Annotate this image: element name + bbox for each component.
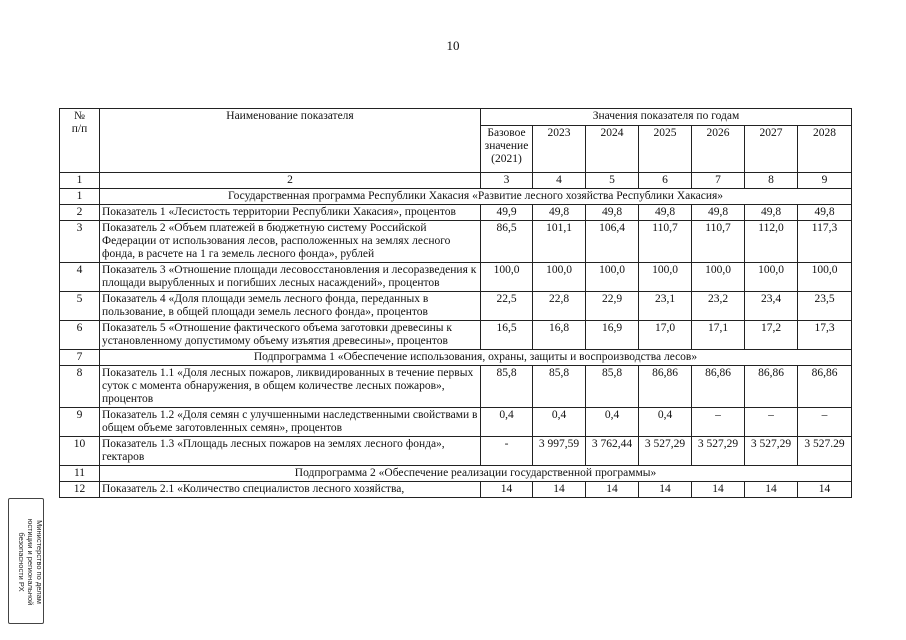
header-year: 2024 — [586, 126, 639, 173]
column-number: 3 — [481, 173, 533, 189]
table-row — [60, 221, 852, 263]
row-number: 6 — [60, 321, 100, 350]
indicator-value: 16,5 — [481, 321, 533, 350]
indicator-value: 49,8 — [639, 205, 692, 221]
column-number: 7 — [692, 173, 745, 189]
indicator-value: 101,1 — [533, 221, 586, 263]
indicator-value: 0,4 — [533, 408, 586, 437]
indicator-value: 117,3 — [798, 221, 852, 263]
indicator-value: 49,8 — [745, 205, 798, 221]
indicator-name: Показатель 1.2 «Доля семян с улучшенными наследственными свойствами в общем объеме заготовленных семян», процентов — [100, 408, 481, 437]
table-row — [60, 437, 852, 466]
section-row — [60, 189, 852, 205]
indicator-value: 14 — [692, 482, 745, 498]
row-number: 5 — [60, 292, 100, 321]
indicator-name: Показатель 2 «Объем платежей в бюджетную систему Российской Федерации от использования лесов, расположенных на землях лесного фонда, в расчете на 1 га земель лесного фонда», рублей — [100, 221, 481, 263]
indicator-value: 85,8 — [586, 366, 639, 408]
table-row — [60, 482, 852, 498]
column-number: 8 — [745, 173, 798, 189]
indicator-value: 49,8 — [533, 205, 586, 221]
section-title: Государственная программа Республики Хакасия «Развитие лесного хозяйства Республики Хакасия» — [100, 189, 852, 205]
section-row — [60, 350, 852, 366]
indicator-value: 49,8 — [692, 205, 745, 221]
indicator-name: Показатель 1.3 «Площадь лесных пожаров на землях лесного фонда», гектаров — [100, 437, 481, 466]
indicator-value: 0,4 — [586, 408, 639, 437]
indicator-value: 3 527,29 — [692, 437, 745, 466]
indicator-value: – — [745, 408, 798, 437]
row-number: 9 — [60, 408, 100, 437]
indicator-name: Показатель 2.1 «Количество специалистов лесного хозяйства, — [100, 482, 481, 498]
header-year: 2028 — [798, 126, 852, 173]
indicator-value: 0,4 — [481, 408, 533, 437]
indicator-value: 100,0 — [639, 263, 692, 292]
header-values: Значения показателя по годам — [481, 109, 852, 126]
indicator-value: 16,8 — [533, 321, 586, 350]
indicator-value: 17,2 — [745, 321, 798, 350]
indicator-value: 23,1 — [639, 292, 692, 321]
column-number: 4 — [533, 173, 586, 189]
table-row — [60, 366, 852, 408]
indicator-name: Показатель 3 «Отношение площади лесовосстановления и лесоразведения к площади вырубленных и погибших лесных насаждений», процентов — [100, 263, 481, 292]
section-title: Подпрограмма 2 «Обеспечение реализации государственной программы» — [100, 466, 852, 482]
indicator-value: 3 527,29 — [745, 437, 798, 466]
indicator-value: 110,7 — [692, 221, 745, 263]
page-number: 10 — [446, 38, 460, 53]
indicator-value: - — [481, 437, 533, 466]
indicator-value: – — [798, 408, 852, 437]
indicator-value: 49,8 — [798, 205, 852, 221]
indicator-value: 106,4 — [586, 221, 639, 263]
indicator-value: 14 — [481, 482, 533, 498]
table-row — [60, 263, 852, 292]
header-num: № п/п — [60, 109, 100, 173]
indicator-value: 14 — [639, 482, 692, 498]
indicator-value: 0,4 — [639, 408, 692, 437]
column-number: 1 — [60, 173, 100, 189]
indicator-value: 86,86 — [692, 366, 745, 408]
indicator-name: Показатель 4 «Доля площади земель лесного фонда, переданных в пользование, в общей площади земель лесного фонда», процентов — [100, 292, 481, 321]
row-number: 2 — [60, 205, 100, 221]
indicator-value: 100,0 — [586, 263, 639, 292]
indicator-value: 23,2 — [692, 292, 745, 321]
indicator-value: 3 527,29 — [639, 437, 692, 466]
indicator-value: 100,0 — [745, 263, 798, 292]
indicator-value: 86,86 — [639, 366, 692, 408]
indicator-value: 14 — [745, 482, 798, 498]
indicator-value: 49,9 — [481, 205, 533, 221]
indicator-value: 86,86 — [798, 366, 852, 408]
indicator-value: 23,5 — [798, 292, 852, 321]
indicator-value: 85,8 — [533, 366, 586, 408]
indicator-value: 23,4 — [745, 292, 798, 321]
stamp-text: Министерство по делам юстиции и региональной безопасности РХ — [17, 518, 44, 606]
indicator-name: Показатель 1 «Лесистость территории Республики Хакасия», процентов — [100, 205, 481, 221]
registration-stamp — [8, 498, 44, 624]
indicator-value: 17,3 — [798, 321, 852, 350]
header-year: 2027 — [745, 126, 798, 173]
column-number: 9 — [798, 173, 852, 189]
indicator-value: 100,0 — [481, 263, 533, 292]
header-name: Наименование показателя — [100, 109, 481, 173]
row-number: 4 — [60, 263, 100, 292]
header-year: 2026 — [692, 126, 745, 173]
section-row — [60, 466, 852, 482]
indicator-value: 22,9 — [586, 292, 639, 321]
indicator-value: 100,0 — [692, 263, 745, 292]
indicator-value: 14 — [798, 482, 852, 498]
header-base: Базовое значение (2021) — [481, 126, 533, 173]
table-row — [60, 408, 852, 437]
row-number: 8 — [60, 366, 100, 408]
indicator-value: 3 997,59 — [533, 437, 586, 466]
indicator-value: 17,0 — [639, 321, 692, 350]
header-year: 2025 — [639, 126, 692, 173]
indicator-value: 14 — [533, 482, 586, 498]
row-number: 11 — [60, 466, 100, 482]
indicator-value: 3 762,44 — [586, 437, 639, 466]
row-number: 1 — [60, 189, 100, 205]
row-number: 7 — [60, 350, 100, 366]
indicator-value: 17,1 — [692, 321, 745, 350]
column-number: 2 — [100, 173, 481, 189]
indicator-value: 86,86 — [745, 366, 798, 408]
row-number: 10 — [60, 437, 100, 466]
indicator-value: 100,0 — [533, 263, 586, 292]
indicator-value: 112,0 — [745, 221, 798, 263]
row-number: 12 — [60, 482, 100, 498]
indicators-table — [59, 108, 852, 498]
column-number: 5 — [586, 173, 639, 189]
indicator-value: 85,8 — [481, 366, 533, 408]
indicator-value: – — [692, 408, 745, 437]
indicator-value: 3 527.29 — [798, 437, 852, 466]
section-title: Подпрограмма 1 «Обеспечение использования, охраны, защиты и воспроизводства лесов» — [100, 350, 852, 366]
indicator-value: 86,5 — [481, 221, 533, 263]
header-year: 2023 — [533, 126, 586, 173]
indicator-value: 22,8 — [533, 292, 586, 321]
indicator-name: Показатель 1.1 «Доля лесных пожаров, ликвидированных в течение первых суток с момента обнаружения, в общем количестве лесных пожаров», процентов — [100, 366, 481, 408]
table-row — [60, 205, 852, 221]
indicator-name: Показатель 5 «Отношение фактического объема заготовки древесины к установленному допустимому объему изъятия древесины», процентов — [100, 321, 481, 350]
table-row — [60, 321, 852, 350]
indicator-value: 110,7 — [639, 221, 692, 263]
row-number: 3 — [60, 221, 100, 263]
column-number: 6 — [639, 173, 692, 189]
indicator-value: 100,0 — [798, 263, 852, 292]
indicator-value: 49,8 — [586, 205, 639, 221]
table-row — [60, 292, 852, 321]
indicator-value: 22,5 — [481, 292, 533, 321]
indicator-value: 14 — [586, 482, 639, 498]
indicator-value: 16,9 — [586, 321, 639, 350]
